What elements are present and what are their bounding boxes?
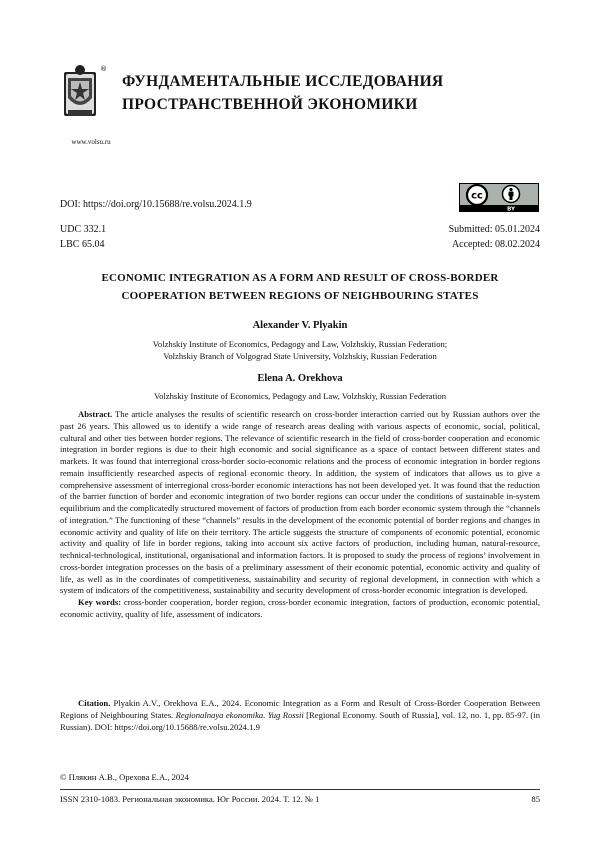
accepted-date: Accepted: 08.02.2024: [451, 239, 540, 250]
registered-mark: ®: [100, 65, 107, 73]
citation-section: [60, 698, 540, 733]
keywords-label: Key words:: [78, 597, 122, 607]
author-affiliation: Volzhskiy Institute of Economics, Pedagogy and Law, Volzhskiy, Russian Federation: [154, 391, 446, 401]
keywords-text: cross-border cooperation, border region, cross-border economic integration, factors of production, economic potential, economic activity, quality of life, assessment of indicators.: [60, 597, 541, 619]
abstract-paragraph: [60, 409, 540, 597]
svg-text:BY: BY: [507, 206, 515, 212]
journal-title: [122, 70, 443, 116]
svg-text:cc: cc: [471, 190, 483, 202]
footer-divider: [60, 789, 540, 790]
logo-url: www.volsu.ru: [71, 138, 111, 146]
lbc: LBC 65.04: [60, 239, 105, 250]
author-affiliation: Volzhskiy Institute of Economics, Pedagogy and Law, Volzhskiy, Russian Federation; Volzhskiy Branch of Volgograd State University, Volzhskiy, Russian Federation: [152, 339, 448, 361]
citation-text: Plyakin A.V., Orekhova E.A., 2024. Economic Integration as a Form and Result of Cross-Border Cooperation Between Regions of Neighbouring States.: [60, 698, 541, 720]
article-title: [60, 269, 540, 305]
citation-journal: Regionalnaya ekonomika. Yug Rossii: [175, 709, 304, 720]
submission-dates: [449, 222, 540, 252]
udc: UDC 332.1: [60, 224, 107, 235]
citation-label: Citation.: [78, 698, 111, 708]
university-logo: [60, 62, 108, 134]
page-number: 85: [531, 794, 540, 804]
submitted-date: Submitted: 05.01.2024: [448, 224, 540, 235]
classification-codes: [60, 222, 106, 252]
keywords-paragraph: [60, 597, 540, 621]
journal-title-line2: ПРОСТРАНСТВЕННОЙ ЭКОНОМИКИ: [122, 96, 418, 113]
cc-by-license-badge[interactable]: [459, 183, 539, 212]
abstract-section: [60, 409, 540, 621]
article-title-line2: COOPERATION BETWEEN REGIONS OF NEIGHBOURING STATES: [121, 290, 479, 302]
footer-journal-info: ISSN 2310-1083. Региональная экономика. Юг России. 2024. Т. 12. № 1: [60, 794, 320, 804]
author-name: Alexander V. Plyakin: [252, 320, 348, 331]
author-name: Elena A. Orekhova: [257, 373, 343, 384]
copyright: © Плякин А.В., Орехова Е.А., 2024: [60, 772, 189, 782]
article-title-line1: ECONOMIC INTEGRATION AS A FORM AND RESULT OF CROSS-BORDER: [101, 272, 499, 284]
doi-link[interactable]: DOI: https://doi.org/10.15688/re.volsu.2024.1.9: [60, 199, 252, 210]
abstract-text: The article analyses the results of scientific research on cross-border interaction carried out by Russian authors over the past 26 years. This allowed us to identify a wide range of research areas dealing with various aspects of economic, social, political, cultural and other ties between border regions. The relevance of scientific research in the field of cross-border cooperation and economic integration in border regions is due to their high economic and social significance as a space of contact between different states and markets. It was found that interregional cross-border socio-economic relations and the process of economic integration in border regions remain insufficiently researched aspects of regional economic theory. In addition, the system of indicators that allows us to give a comprehensive assessment of interregional cross-border economic interactions has not been developed yet. It was found that the reduction of the barrier function of border and economic integration of two border regions can occur under the conditions of sustainable in-system equilibrium and the complicatedly structured movement of factors of production from each border economic system through the “channels of integration.” The functioning of these “channels” results in the development of the economic potential of border regions and changes in economic activity and quality of life on their territory. The article suggests the structure of components of economic potential, economic activity and quality of life in border regions, taking into account six active factors of production, including human, natural-resource, technical-technological, institutional, organisational and information factors. It is proposed to study the process of regions’ involvement in cross-border integration processes on the basis of a preliminary assessment of their economic potential, economic activity and quality of life, as well as in the coordinates of competitiveness, sustainability and security of regional development, in connection with which a system of indicators of the competitiveness, sustainability and security development of cross-border economic integration is developed.: [60, 409, 540, 596]
journal-title-line1: ФУНДАМЕНТАЛЬНЫЕ ИССЛЕДОВАНИЯ: [122, 73, 444, 90]
abstract-label: Abstract.: [78, 409, 113, 419]
citation-text-end: [Regional Economy. South of Russia], vol. 12, no. 1, pp. 85-97. (in Russian). DOI: https://doi.org/10.15688/re.volsu.2024.1.9: [60, 709, 541, 732]
